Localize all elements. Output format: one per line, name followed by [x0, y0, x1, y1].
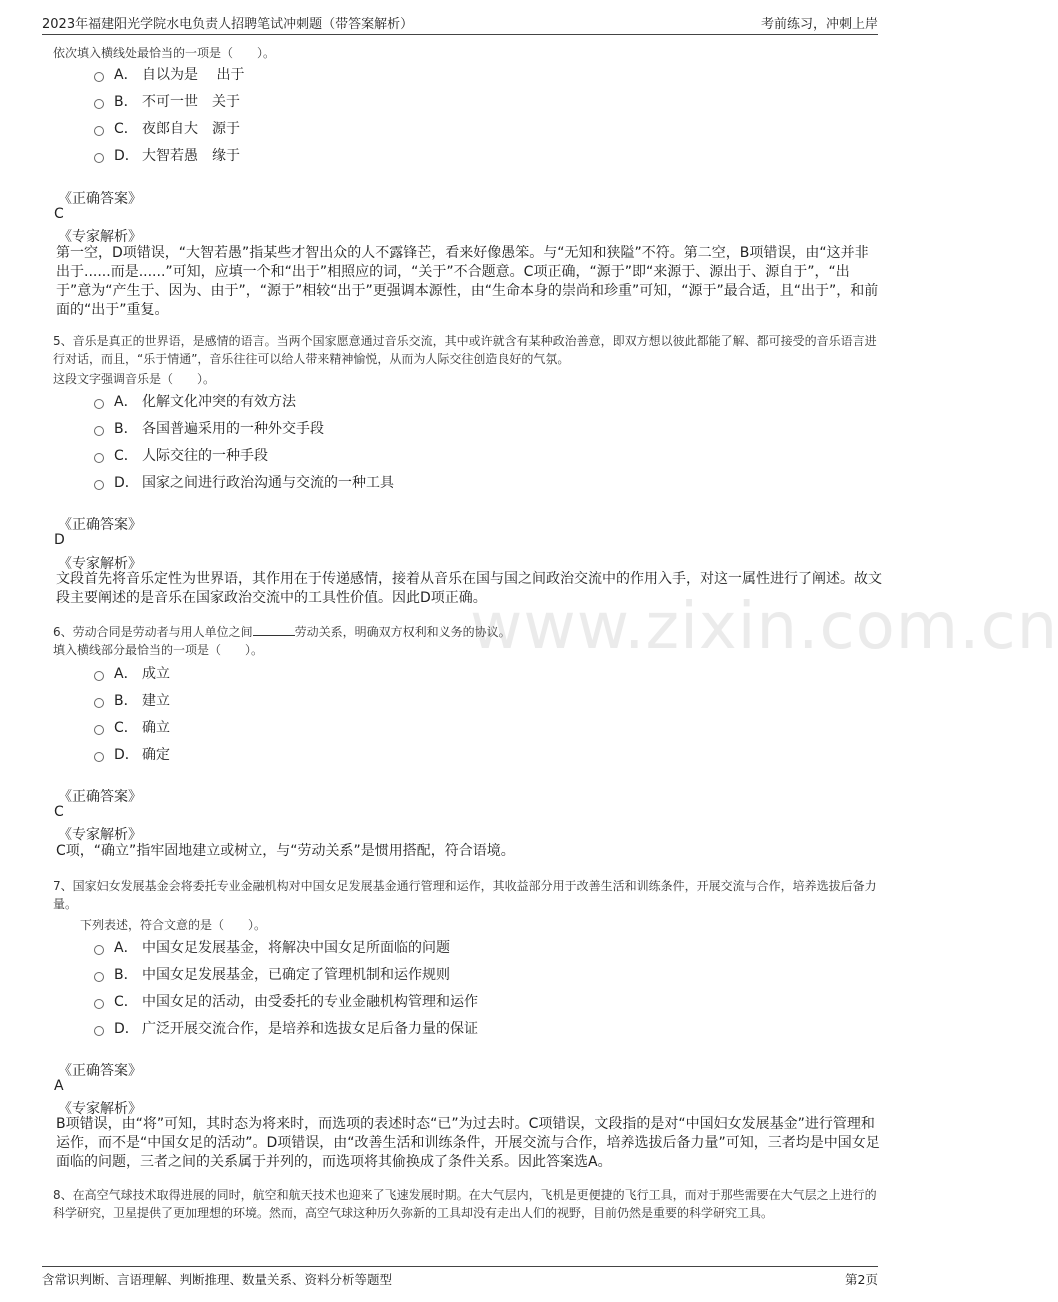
option-text: 确立: [142, 720, 170, 736]
q4-option-b[interactable]: [94, 91, 240, 111]
fill-blank: [253, 623, 295, 636]
option-letter: C．: [114, 121, 138, 137]
option-letter: B．: [114, 94, 138, 110]
q7-option-d[interactable]: [94, 1018, 478, 1038]
option-text: 各国普遍采用的一种外交手段: [142, 421, 324, 437]
option-letter: B．: [114, 693, 138, 709]
q6-text-before: 6、劳动合同是劳动者与用人单位之间: [53, 625, 253, 639]
header-slogan: 考前练习，冲刺上岸: [760, 17, 878, 32]
radio-button-icon[interactable]: [94, 725, 104, 735]
q4-answer-label: 《正确答案》: [58, 191, 142, 207]
q7-answer-label: 《正确答案》: [58, 1063, 142, 1079]
page-footer: [42, 1266, 878, 1291]
option-text: 人际交往的一种手段: [142, 448, 268, 464]
option-letter: B．: [114, 421, 138, 437]
q7-text: 7、国家妇女发展基金会将委托专业金融机构对中国女足发展基金通行管理和运作，其收益部分用于改善生活和训练条件，开展交流与合作，培养选拔后备力量。: [53, 879, 877, 911]
radio-button-icon[interactable]: [94, 698, 104, 708]
option-text: 中国女足的活动，由受委托的专业金融机构管理和运作: [142, 994, 478, 1010]
q5-analysis-label: 《专家解析》: [58, 556, 142, 572]
q6-answer: C: [54, 804, 64, 820]
option-letter: D．: [114, 475, 139, 491]
radio-button-icon[interactable]: [94, 945, 104, 955]
q5-analysis: 文段首先将音乐定性为世界语，其作用在于传递感情，接着从音乐在国与国之间政治交流中的作用入手，对这一属性进行了阐述。故文段主要阐述的是音乐在国家政治交流中的工具性价值。因此D项正确。: [56, 571, 882, 606]
q6-option-c[interactable]: [94, 717, 170, 737]
option-text: 广泛开展交流合作，是培养和选拔女足后备力量的保证: [142, 1021, 478, 1037]
q4-prompt: 依次填入横线处最恰当的一项是（ ）。: [53, 46, 276, 60]
option-letter: C．: [114, 720, 138, 736]
q5-prompt: 这段文字强调音乐是（ ）。: [53, 372, 216, 386]
q7-option-a[interactable]: [94, 937, 450, 957]
radio-button-icon[interactable]: [94, 972, 104, 982]
q7-answer: A: [54, 1078, 64, 1094]
q5-option-b[interactable]: [94, 418, 324, 438]
q7-analysis-label: 《专家解析》: [58, 1101, 142, 1117]
radio-button-icon[interactable]: [94, 426, 104, 436]
option-text: 建立: [142, 693, 170, 709]
q6-option-b[interactable]: [94, 690, 170, 710]
option-letter: D．: [114, 1021, 139, 1037]
watermark: www.zixin.com.cn: [470, 590, 1058, 664]
q4-option-a[interactable]: [94, 64, 244, 84]
option-text: 国家之间进行政治沟通与交流的一种工具: [142, 475, 394, 491]
option-letter: A．: [114, 67, 138, 83]
q5-text: 5、音乐是真正的世界语，是感情的语言。当两个国家愿意通过音乐交流，其中或许就含有某种政治善意，即双方想以彼此都能了解、都可接受的音乐语言进行对话，而且，“乐于情通”，音乐往往可以给人带来精神愉悦，从而为人际交往创造良好的气氛。: [53, 334, 877, 366]
option-letter: C．: [114, 448, 138, 464]
option-text: 自以为是 出于: [142, 67, 245, 83]
q6-option-d[interactable]: [94, 744, 170, 764]
option-letter: D．: [114, 747, 139, 763]
radio-button-icon[interactable]: [94, 72, 104, 82]
radio-button-icon[interactable]: [94, 480, 104, 490]
radio-button-icon[interactable]: [94, 399, 104, 409]
q5-option-a[interactable]: [94, 391, 296, 411]
option-text: 化解文化冲突的有效方法: [142, 394, 296, 410]
q7-analysis: B项错误，由“将”可知，其时态为将来时，而选项的表述时态“已”为过去时。C项错误，文段指的是对“中国妇女发展基金”进行管理和运作，而不是“中国女足的活动”。D项错误，由“改善生活和训练条件，开展交流与合作，培养选拔后备力量”可知，三者均是中国女足面临的问题，三者之间的关系属于并列的，而选项将其偷换成了条件关系。因此答案选A。: [56, 1116, 880, 1170]
q6-text-after: 劳动关系，明确双方权利和义务的协议。: [294, 625, 511, 639]
radio-button-icon[interactable]: [94, 453, 104, 463]
option-text: 夜郎自大 源于: [142, 121, 240, 137]
q7-option-c[interactable]: [94, 991, 478, 1011]
radio-button-icon[interactable]: [94, 126, 104, 136]
radio-button-icon[interactable]: [94, 1026, 104, 1036]
q4-analysis: 第一空，D项错误，“大智若愚”指某些才智出众的人不露锋芒，看来好像愚笨。与“无知和狭隘”不符。第二空，B项错误，由“这并非出于......而是......”可知，应填一个和“出于”相照应的词，“关于”不合题意。C项正确，“源于”即“来源于、源出于、源自于”，“出于”意为“产生于、因为、由于”，“源于”相较“出于”更强调本源性，由“生命本身的崇尚和珍重”可知，“源于”最合适，且“出于”，和前面的“出于”重复。: [56, 245, 879, 318]
option-letter: D．: [114, 148, 139, 164]
q6-option-a[interactable]: [94, 663, 170, 683]
q5-option-d[interactable]: [94, 472, 394, 492]
option-text: 大智若愚 缘于: [142, 148, 240, 164]
option-letter: B．: [114, 967, 138, 983]
q6-answer-label: 《正确答案》: [58, 789, 142, 805]
option-text: 不可一世 关于: [142, 94, 240, 110]
radio-button-icon[interactable]: [94, 153, 104, 163]
q6-prompt: 填入横线部分最恰当的一项是（ ）。: [53, 643, 264, 657]
radio-button-icon[interactable]: [94, 671, 104, 681]
option-letter: C．: [114, 994, 138, 1010]
option-letter: A．: [114, 394, 138, 410]
q4-option-c[interactable]: [94, 118, 240, 138]
q6-analysis: C项，“确立”指牢固地建立或树立，与“劳动关系”是惯用搭配，符合语境。: [56, 843, 515, 859]
q5-answer-label: 《正确答案》: [58, 517, 142, 533]
q7-prompt: 下列表述，符合文意的是（ ）。: [80, 918, 267, 932]
q6-analysis-label: 《专家解析》: [58, 827, 142, 843]
q6-text: [53, 623, 882, 641]
q5-answer: D: [54, 532, 65, 548]
q8-text: 8、在高空气球技术取得进展的同时，航空和航天技术也迎来了飞速发展时期。在大气层内，飞机是更便捷的飞行工具，而对于那些需要在大气层之上进行的科学研究，卫星提供了更加理想的环境。然而，高空气球这种历久弥新的工具却没有走出人们的视野，目前仍然是重要的科学研究工具。: [53, 1188, 877, 1220]
q7-option-b[interactable]: [94, 964, 450, 984]
option-text: 中国女足发展基金，将解决中国女足所面临的问题: [142, 940, 450, 956]
page-number: 第2页: [845, 1272, 878, 1287]
option-letter: A．: [114, 666, 138, 682]
q5-option-c[interactable]: [94, 445, 268, 465]
option-text: 中国女足发展基金，已确定了管理机制和运作规则: [142, 967, 450, 983]
q4-analysis-label: 《专家解析》: [58, 229, 142, 245]
q4-option-d[interactable]: [94, 145, 240, 165]
radio-button-icon[interactable]: [94, 99, 104, 109]
footer-topics: 含常识判断、言语理解、判断推理、数量关系、资料分析等题型: [42, 1272, 393, 1287]
option-text: 成立: [142, 666, 170, 682]
header-title: 2023年福建阳光学院水电负责人招聘笔试冲刺题（带答案解析）: [42, 17, 414, 32]
radio-button-icon[interactable]: [94, 999, 104, 1009]
radio-button-icon[interactable]: [94, 752, 104, 762]
option-text: 确定: [142, 747, 170, 763]
option-letter: A．: [114, 940, 138, 956]
q4-answer: C: [54, 206, 64, 222]
